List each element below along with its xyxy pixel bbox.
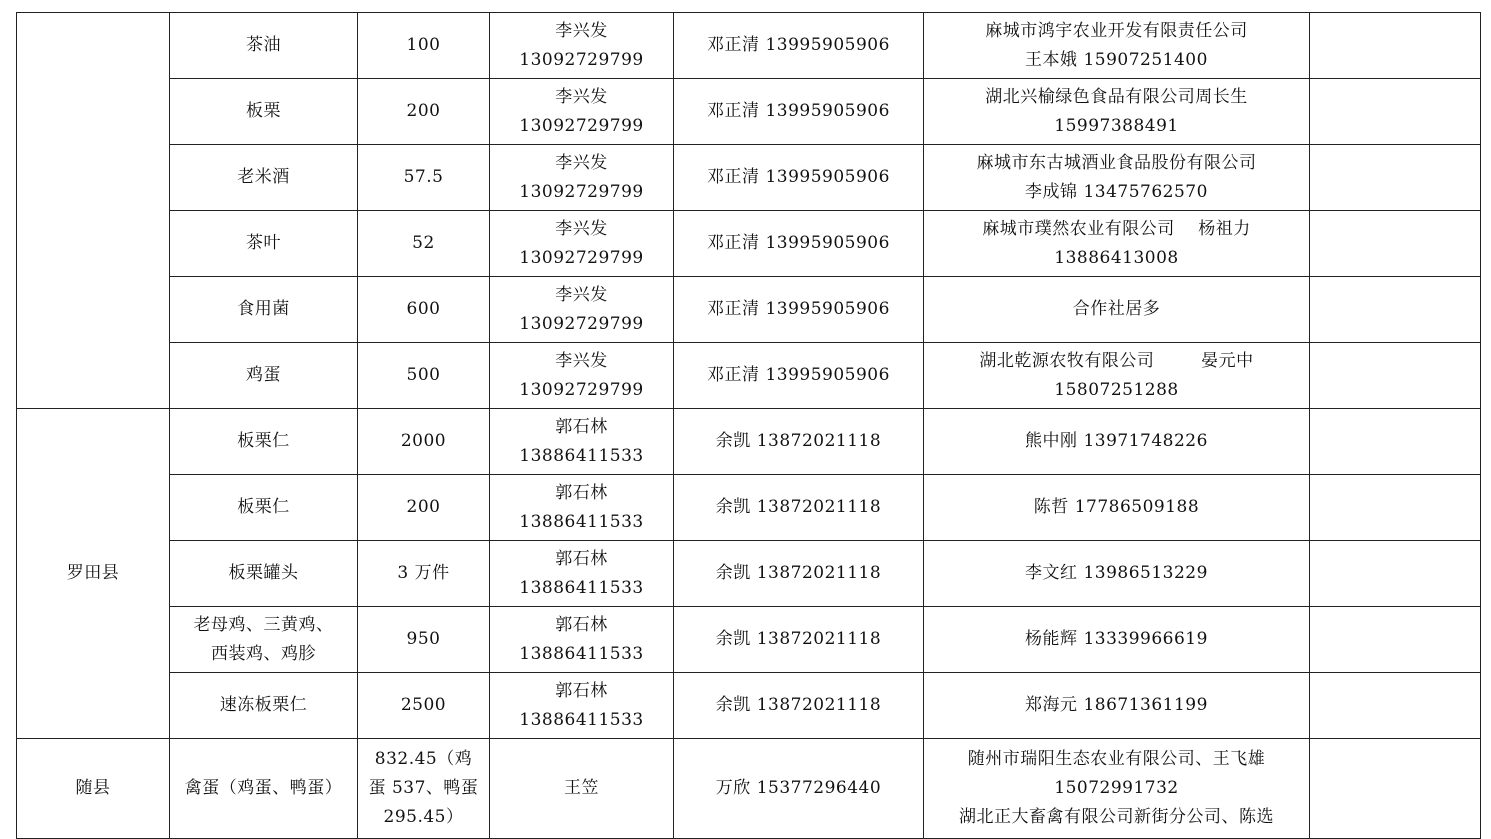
official-cell [674,541,924,607]
table-row [17,739,1481,839]
contact-cell [490,739,674,839]
official-cell [674,739,924,839]
enterprise-cell [924,79,1310,145]
enterprise-cell-line: 麻城市璞然农业有限公司 杨祖力 [982,218,1251,239]
quantity-cell-line: 2000 [400,431,447,451]
product-cell-line: 食用菌 [237,299,290,319]
contact-cell [490,79,674,145]
quantity-cell-line: 57.5 [403,167,444,187]
product-cell-line: 速冻板栗仁 [219,695,308,715]
enterprise-cell [924,541,1310,607]
enterprise-cell-line: 熊中刚 13971748226 [1025,431,1208,451]
quantity-cell [358,673,490,739]
quantity-cell [358,409,490,475]
enterprise-cell [924,13,1310,79]
contact-cell [490,13,674,79]
official-cell-line: 邓正清 13995905906 [707,101,890,121]
contact-cell [490,277,674,343]
official-cell [674,607,924,673]
quantity-cell-line: 600 [406,299,441,319]
official-cell [674,211,924,277]
product-cell [170,409,358,475]
quantity-cell [358,145,490,211]
quantity-cell-line: 200 [406,497,441,517]
enterprise-cell-line: 郑海元 18671361199 [1025,695,1208,715]
quantity-cell [358,343,490,409]
quantity-cell-line: 295.45） [383,807,464,827]
product-cell [170,739,358,839]
table-row [17,541,1481,607]
contact-cell-line: 李兴发 [555,350,608,371]
county-cell [17,13,170,409]
county-cell-line: 随县 [75,778,111,798]
supply-table [16,12,1481,839]
note-cell [1310,739,1481,839]
table-row [17,673,1481,739]
contact-cell [490,211,674,277]
note-cell [1310,409,1481,475]
contact-cell-line: 郭石林 [555,548,608,569]
official-cell-line: 万欣 15377296440 [715,778,882,798]
contact-cell-line: 郭石林 [555,614,608,635]
enterprise-cell [924,145,1310,211]
product-cell-line: 板栗 [246,101,281,121]
product-cell [170,541,358,607]
official-cell-line: 余凯 13872021118 [715,497,882,517]
contact-cell-line: 13092729799 [519,115,644,136]
note-cell [1310,277,1481,343]
product-cell-line: 板栗罐头 [228,563,299,583]
enterprise-cell [924,673,1310,739]
contact-cell-line: 李兴发 [555,284,608,305]
contact-cell [490,409,674,475]
contact-cell-line: 李兴发 [555,218,608,239]
enterprise-cell-line: 湖北乾源农牧有限公司 晏元中 [979,350,1254,371]
contact-cell-line: 李兴发 [555,20,608,41]
enterprise-cell-line: 随州市瑞阳生态农业有限公司、王飞雄 [967,749,1266,769]
county-cell [17,739,170,839]
quantity-cell-line: 200 [406,101,441,121]
product-cell-line: 鸡蛋 [246,365,281,385]
enterprise-cell-line: 杨能辉 13339966619 [1025,629,1208,649]
product-cell [170,79,358,145]
enterprise-cell-line: 麻城市鸿宇农业开发有限责任公司 [985,20,1248,41]
product-cell [170,145,358,211]
quantity-cell [358,739,490,839]
contact-cell-line: 13092729799 [519,49,644,70]
official-cell-line: 邓正清 13995905906 [707,299,890,319]
quantity-cell-line: 950 [406,629,441,649]
enterprise-cell-line: 湖北正大畜禽有限公司新街分公司、陈选 [959,807,1274,827]
quantity-cell [358,475,490,541]
official-cell-line: 余凯 13872021118 [715,629,882,649]
contact-cell-line: 13092729799 [519,313,644,334]
quantity-cell-line: 500 [406,365,441,385]
quantity-cell [358,541,490,607]
enterprise-cell-line: 15072991732 [1054,778,1179,798]
official-cell-line: 余凯 13872021118 [715,431,882,451]
official-cell-line: 邓正清 13995905906 [707,233,890,253]
enterprise-cell-line: 15807251288 [1054,379,1179,400]
contact-cell [490,343,674,409]
quantity-cell-line: 2500 [400,695,447,715]
quantity-cell [358,607,490,673]
product-cell [170,211,358,277]
enterprise-cell [924,211,1310,277]
enterprise-cell-line: 李文红 13986513229 [1025,563,1208,583]
note-cell [1310,541,1481,607]
product-cell [170,607,358,673]
enterprise-cell-line: 陈哲 17786509188 [1033,497,1200,517]
enterprise-cell [924,409,1310,475]
contact-cell-line: 13092729799 [519,379,644,400]
note-cell [1310,145,1481,211]
contact-cell-line: 13092729799 [519,181,644,202]
enterprise-cell-line: 王本娥 15907251400 [1025,49,1208,70]
enterprise-cell [924,343,1310,409]
note-cell [1310,343,1481,409]
county-cell-line: 罗田县 [66,563,120,583]
product-cell-line: 西装鸡、鸡胗 [211,643,316,664]
quantity-cell-line: 100 [406,35,441,55]
note-cell [1310,13,1481,79]
enterprise-cell-line: 李成锦 13475762570 [1025,181,1208,202]
official-cell-line: 邓正清 13995905906 [707,35,890,55]
product-cell-line: 老米酒 [237,167,290,187]
official-cell-line: 邓正清 13995905906 [707,365,890,385]
contact-cell [490,475,674,541]
quantity-cell-line: 蛋 537、鸭蛋 [368,778,479,798]
product-cell-line: 茶油 [246,35,281,55]
table-row [17,343,1481,409]
table-row [17,277,1481,343]
contact-cell-line: 郭石林 [555,416,608,437]
official-cell [674,343,924,409]
product-cell [170,673,358,739]
enterprise-cell-line: 15997388491 [1054,115,1179,136]
product-cell-line: 禽蛋（鸡蛋、鸭蛋） [184,778,343,798]
enterprise-cell [924,277,1310,343]
official-cell [674,409,924,475]
product-cell-line: 茶叶 [246,233,281,253]
note-cell [1310,607,1481,673]
contact-cell-line: 13886411533 [519,643,644,664]
product-cell [170,277,358,343]
contact-cell-line: 13886411533 [519,577,644,598]
official-cell [674,277,924,343]
county-cell [17,409,170,739]
enterprise-cell-line: 麻城市东古城酒业食品股份有限公司 [976,152,1257,173]
contact-cell-line: 李兴发 [555,152,608,173]
table-row [17,409,1481,475]
contact-cell-line: 13886411533 [519,511,644,532]
quantity-cell [358,277,490,343]
product-cell [170,475,358,541]
contact-cell-line: 李兴发 [555,86,608,107]
enterprise-cell [924,739,1310,839]
official-cell [674,79,924,145]
table-row [17,607,1481,673]
enterprise-cell [924,475,1310,541]
official-cell [674,13,924,79]
contact-cell [490,673,674,739]
official-cell [674,673,924,739]
table-row [17,13,1481,79]
enterprise-cell-line: 湖北兴榆绿色食品有限公司周长生 [985,86,1248,107]
official-cell-line: 余凯 13872021118 [715,695,882,715]
product-cell-line: 板栗仁 [237,497,290,517]
contact-cell-line: 13092729799 [519,247,644,268]
quantity-cell-line: 3 万件 [397,563,450,583]
enterprise-cell [924,607,1310,673]
contact-cell [490,541,674,607]
official-cell-line: 余凯 13872021118 [715,563,882,583]
official-cell-line: 邓正清 13995905906 [707,167,890,187]
quantity-cell-line: 52 [412,233,435,253]
enterprise-cell-line: 13886413008 [1054,247,1179,268]
table-row [17,475,1481,541]
table-row [17,211,1481,277]
note-cell [1310,79,1481,145]
contact-cell [490,607,674,673]
note-cell [1310,673,1481,739]
quantity-cell [358,211,490,277]
quantity-cell [358,79,490,145]
table-row [17,79,1481,145]
note-cell [1310,211,1481,277]
contact-cell-line: 郭石林 [555,680,608,701]
quantity-cell [358,13,490,79]
contact-cell-line: 郭石林 [555,482,608,503]
contact-cell-line: 13886411533 [519,445,644,466]
contact-cell-line: 13886411533 [519,709,644,730]
product-cell [170,343,358,409]
contact-cell-line: 王笠 [564,778,599,798]
table-row [17,145,1481,211]
enterprise-cell-line: 合作社居多 [1072,299,1161,319]
contact-cell [490,145,674,211]
product-cell-line: 老母鸡、三黄鸡、 [193,614,334,635]
official-cell [674,475,924,541]
quantity-cell-line: 832.45（鸡 [374,749,473,769]
product-cell [170,13,358,79]
official-cell [674,145,924,211]
product-cell-line: 板栗仁 [237,431,290,451]
note-cell [1310,475,1481,541]
